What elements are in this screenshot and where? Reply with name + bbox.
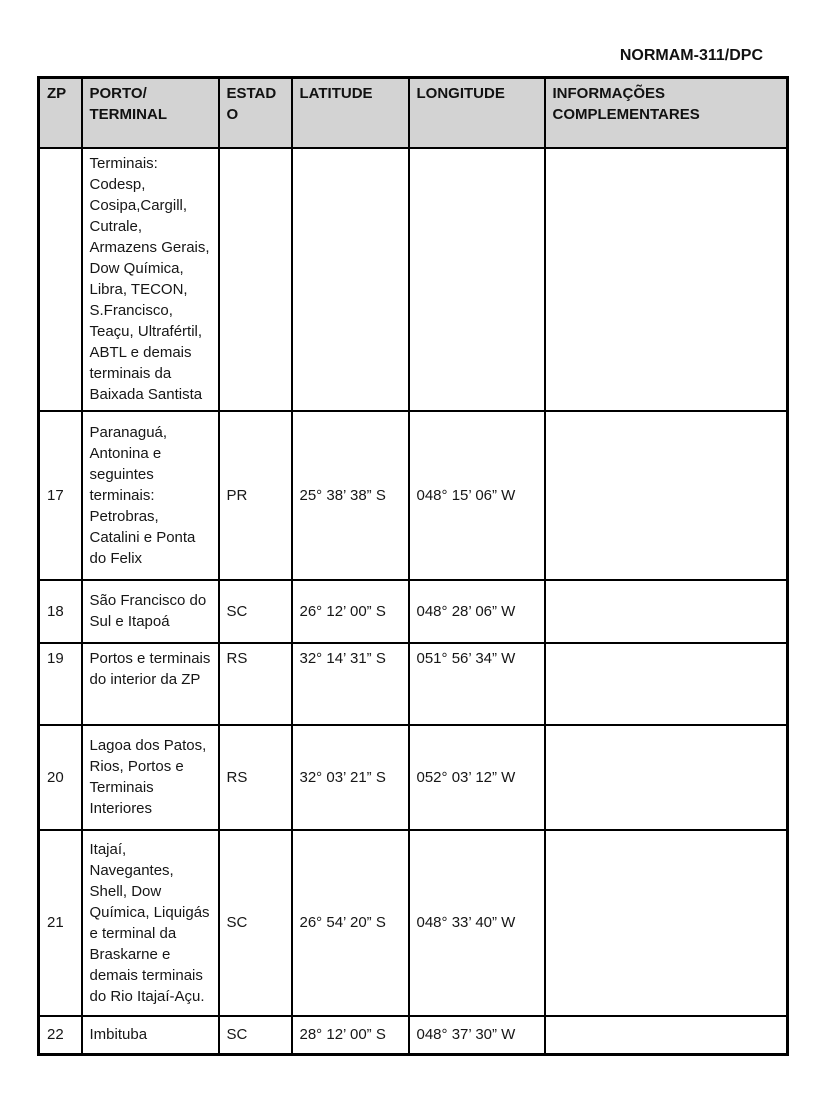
cell-informacoes: [545, 830, 788, 1016]
cell-latitude: 28° 12’ 00” S: [292, 1016, 409, 1055]
table-row: [39, 830, 788, 1016]
cell-estado: SC: [219, 830, 292, 1016]
col-header-porto-terminal: [82, 78, 219, 148]
table-row: [39, 148, 788, 411]
cell-longitude: 048° 33’ 40” W: [409, 830, 545, 1016]
cell-estado: RS: [219, 643, 292, 725]
col-header-estado: [219, 78, 292, 148]
cell-informacoes: [545, 148, 788, 411]
cell-informacoes: [545, 725, 788, 830]
cell-estado: SC: [219, 1016, 292, 1055]
cell-informacoes: [545, 580, 788, 643]
cell-zp: 21: [39, 830, 82, 1016]
col-header-longitude-label: LONGITUDE: [416, 85, 505, 102]
table-row: [39, 725, 788, 830]
table-header-row: [39, 78, 788, 148]
cell-estado: SC: [219, 580, 292, 643]
cell-longitude: 048° 37’ 30” W: [409, 1016, 545, 1055]
cell-longitude: 052° 03’ 12” W: [409, 725, 545, 830]
cell-zp: 19: [39, 643, 82, 725]
cell-porto: São Francisco do Sul e Itapoá: [82, 580, 219, 643]
col-header-longitude: [409, 78, 545, 148]
col-header-info-line1: INFORMAÇÕES: [552, 85, 665, 102]
cell-zp: 22: [39, 1016, 82, 1055]
cell-longitude: 048° 15’ 06” W: [409, 411, 545, 580]
cell-porto: Itajaí, Navegantes, Shell, Dow Química, Liquigás e terminal da Braskarne e demais terminais do Rio Itajaí-Açu.: [82, 830, 219, 1016]
cell-porto: Imbituba: [82, 1016, 219, 1055]
cell-latitude: 32° 03’ 21” S: [292, 725, 409, 830]
cell-zp: [39, 148, 82, 411]
cell-latitude: 26° 12’ 00” S: [292, 580, 409, 643]
col-header-zp-label: ZP: [47, 85, 67, 102]
cell-latitude: [292, 148, 409, 411]
cell-zp: 18: [39, 580, 82, 643]
table-row: [39, 580, 788, 643]
col-header-informacoes: [545, 78, 788, 148]
cell-estado: [219, 148, 292, 411]
ports-table: [37, 76, 789, 1056]
col-header-zp: [39, 78, 82, 148]
cell-informacoes: [545, 1016, 788, 1055]
cell-longitude: [409, 148, 545, 411]
cell-informacoes: [545, 643, 788, 725]
cell-porto: Terminais: Codesp, Cosipa,Cargill, Cutrale, Armazens Gerais, Dow Química, Libra, TECON, S.Francisco, Teaçu, Ultrafértil, ABTL e demais terminais da Baixada Santista: [82, 148, 219, 411]
cell-zp: 20: [39, 725, 82, 830]
cell-longitude: 051° 56’ 34” W: [409, 643, 545, 725]
cell-longitude: 048° 28’ 06” W: [409, 580, 545, 643]
cell-estado: RS: [219, 725, 292, 830]
cell-latitude: 25° 38’ 38” S: [292, 411, 409, 580]
table-row: [39, 411, 788, 580]
col-header-estado-label: ESTADO: [226, 85, 277, 123]
cell-porto: Paranaguá, Antonina e seguintes terminais: Petrobras, Catalini e Ponta do Felix: [82, 411, 219, 580]
cell-estado: PR: [219, 411, 292, 580]
cell-porto: Portos e terminais do interior da ZP: [82, 643, 219, 725]
cell-latitude: 26° 54’ 20” S: [292, 830, 409, 1016]
col-header-porto-line1: PORTO/: [89, 85, 147, 102]
col-header-info-line2: COMPLEMENTARES: [552, 106, 700, 123]
col-header-latitude: [292, 78, 409, 148]
cell-zp: 17: [39, 411, 82, 580]
cell-informacoes: [545, 411, 788, 580]
col-header-latitude-label: LATITUDE: [299, 85, 373, 102]
cell-porto: Lagoa dos Patos, Rios, Portos e Terminais Interiores: [82, 725, 219, 830]
document-title: NORMAM-311/DPC: [619, 47, 763, 64]
table-row: [39, 1016, 788, 1055]
col-header-porto-line2: TERMINAL: [89, 106, 167, 123]
table-row: [39, 643, 788, 725]
cell-latitude: 32° 14’ 31” S: [292, 643, 409, 725]
